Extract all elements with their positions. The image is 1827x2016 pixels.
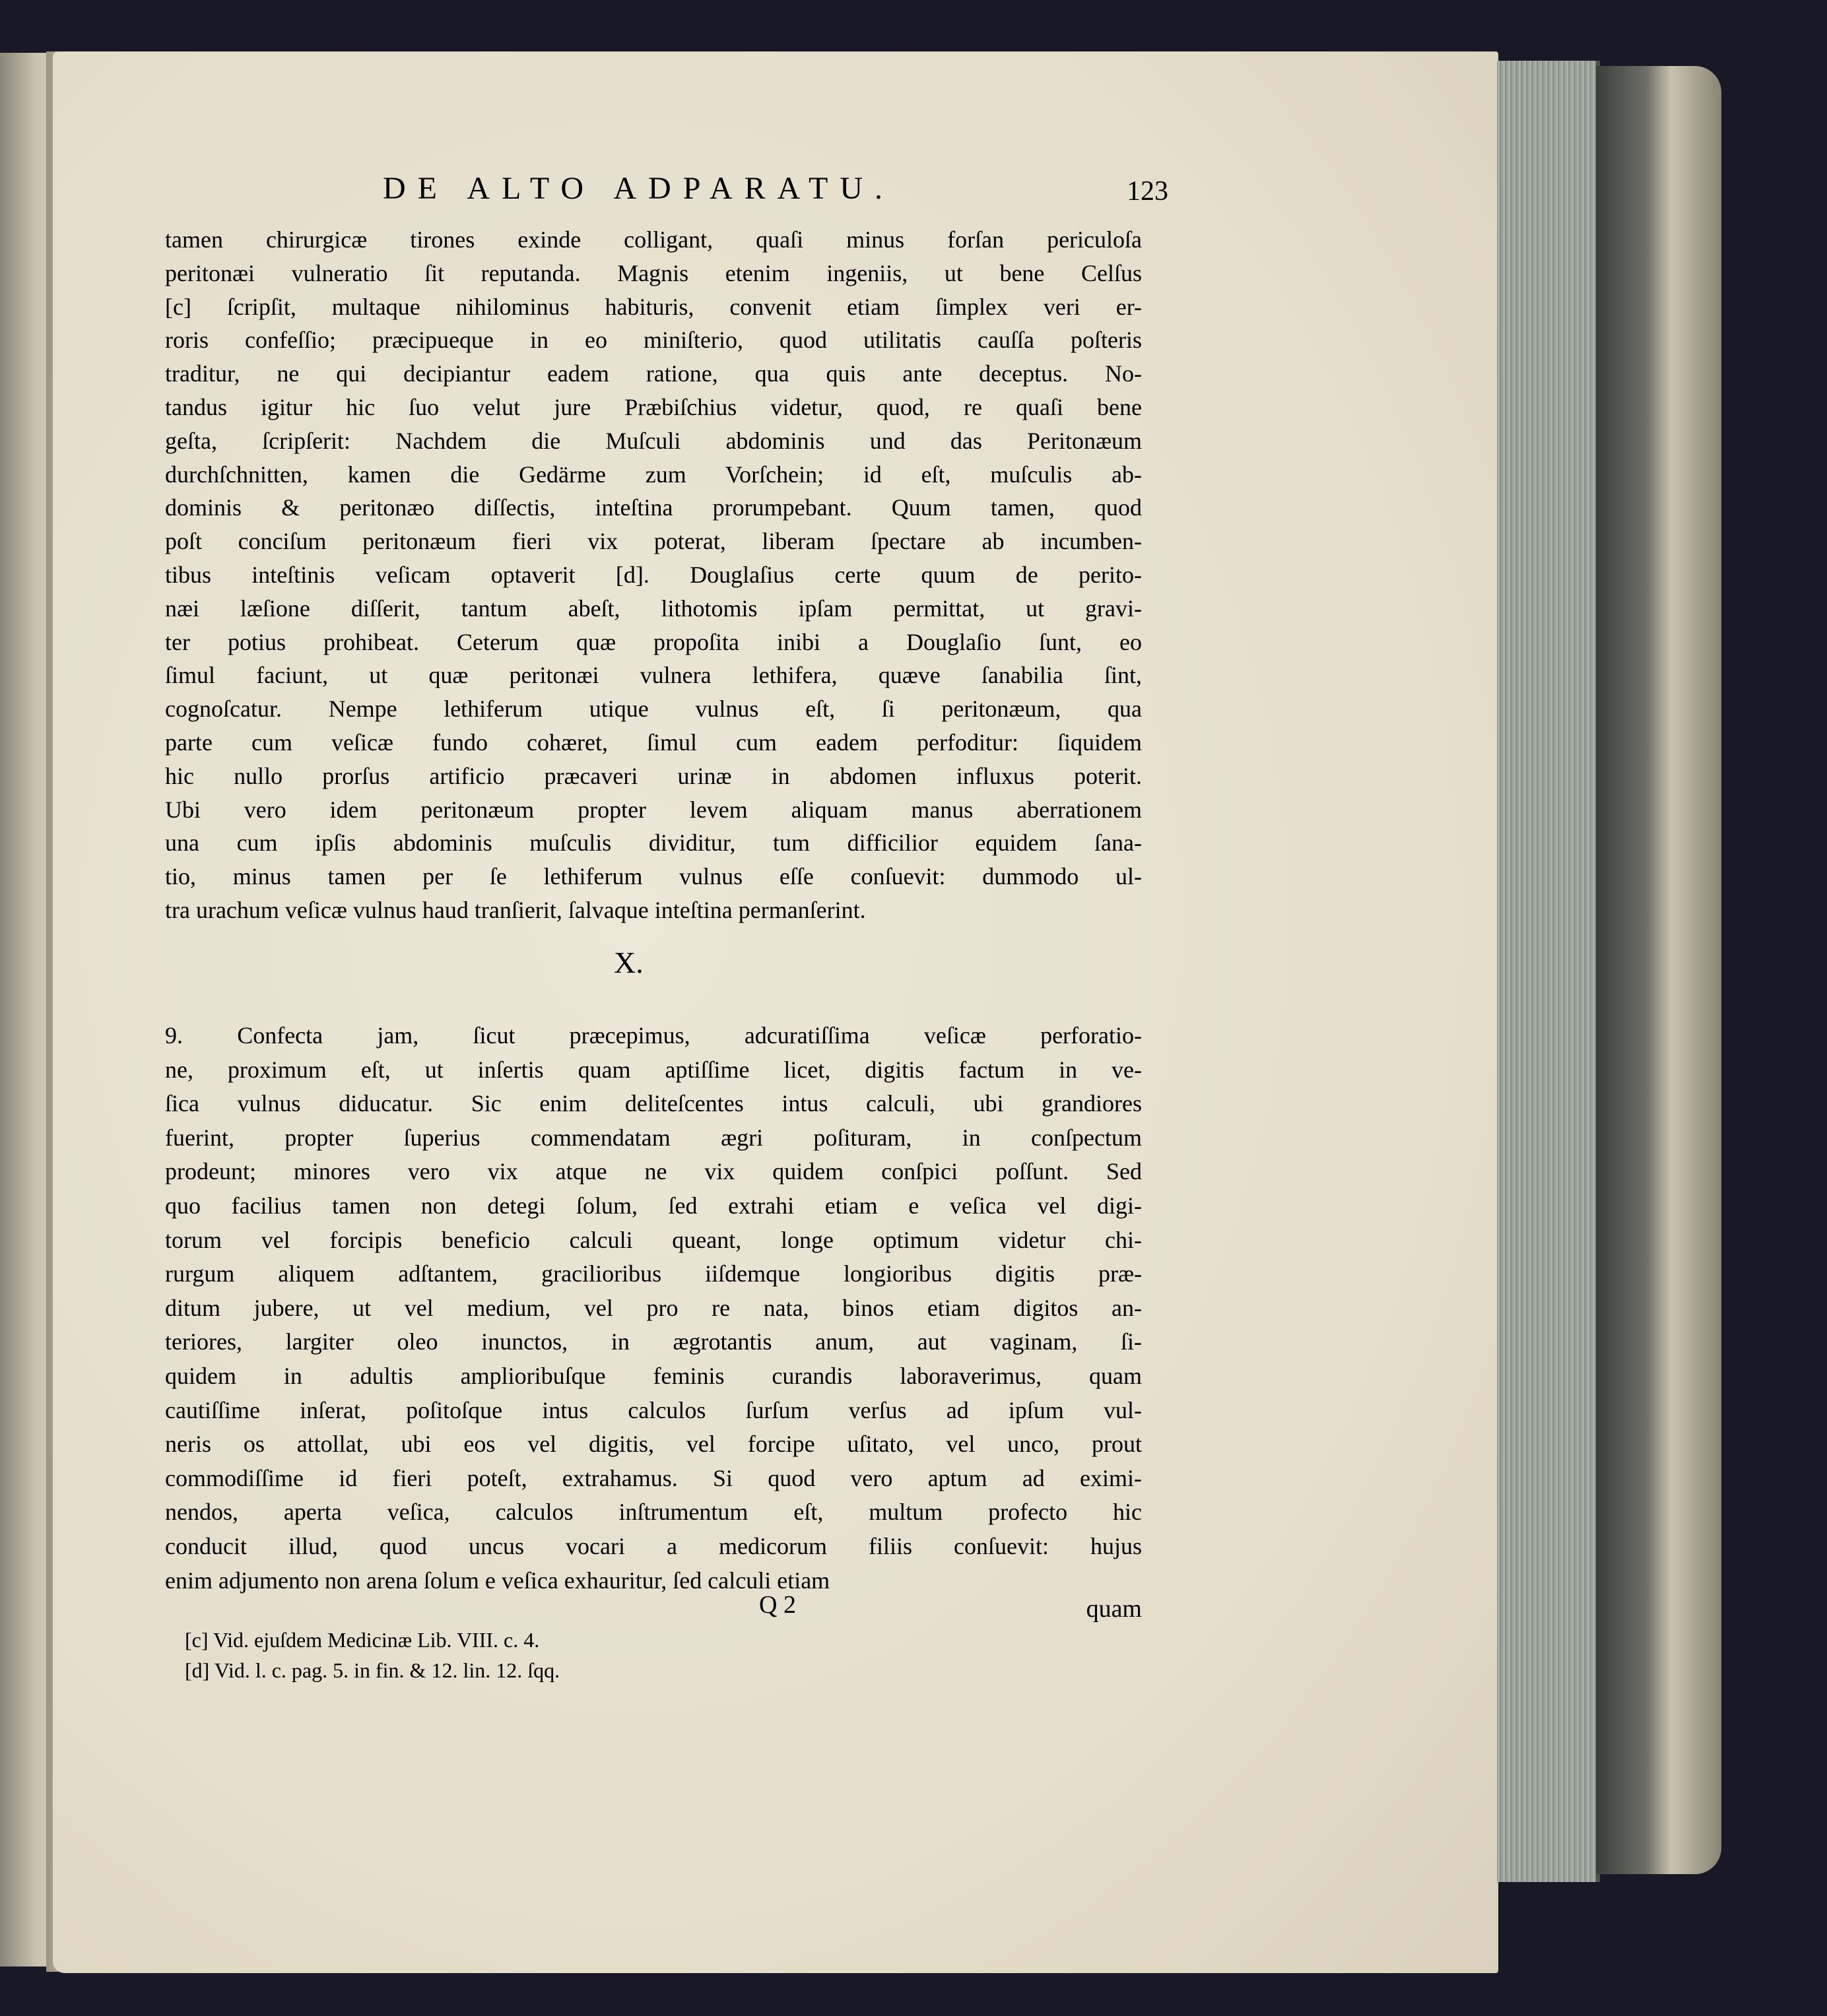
book-cover-board bbox=[1596, 66, 1721, 1874]
text-line: torum vel forcipis beneficio calculi queant, longe optimum videtur chi- bbox=[165, 1226, 1142, 1253]
text-line: traditur, ne qui decipiantur eadem ratione, qua quis ante deceptus. No- bbox=[165, 360, 1142, 387]
text-line: tamen chirurgicæ tirones exinde colligant, quaſi minus forſan periculoſa bbox=[165, 226, 1142, 253]
text-line: cautiſſime inſerat, poſitoſque intus calculos ſurſum verſus ad ipſum vul- bbox=[165, 1396, 1142, 1423]
text-line: tio, minus tamen per ſe lethiferum vulnus eſſe conſuevit: dummodo ul- bbox=[165, 863, 1142, 890]
text-line: 9. Confecta jam, ſicut præcepimus, adcuratiſſima veſicæ perforatio- bbox=[165, 1022, 1142, 1049]
text-line: hic nullo prorſus artificio præcaveri urinæ in abdomen influxus poterit. bbox=[165, 762, 1142, 789]
text-line: ne, proximum eſt, ut inſertis quam aptiſſime licet, digitis factum in ve- bbox=[165, 1056, 1142, 1083]
paragraph-2 bbox=[165, 1019, 1142, 1598]
text-line: cognoſcatur. Nempe lethiferum utique vulnus eſt, ſi peritonæum, qua bbox=[165, 696, 1142, 723]
text-line: una cum ipſis abdominis muſculis dividitur, tum difficilior equidem ſana- bbox=[165, 829, 1142, 857]
signature-line bbox=[165, 1590, 1142, 1623]
text-line: rurgum aliquem adſtantem, gracilioribus iiſdemque longioribus digitis præ- bbox=[165, 1260, 1142, 1287]
text-line: tibus inteſtinis veſicam optaverit [d]. Douglaſius certe quum de perito- bbox=[165, 561, 1142, 588]
footnote-d: [d] Vid. l. c. pag. 5. in fin. & 12. lin. 12. ſqq. bbox=[185, 1658, 560, 1682]
text-line: ſimul faciunt, ut quæ peritonæi vulnera lethifera, quæve ſanabilia ſint, bbox=[165, 662, 1142, 689]
text-line: geſta, ſcripſerit: Nachdem die Muſculi abdominis und das Peritonæum bbox=[165, 427, 1142, 454]
text-line: [c] ſcripſit, multaque nihilominus habituris, convenit etiam ſimplex veri er- bbox=[165, 293, 1142, 320]
text-line: nendos, aperta veſica, calculos inſtrumentum eſt, multum profecto hic bbox=[165, 1499, 1142, 1526]
signature-mark: Q 2 bbox=[759, 1591, 796, 1619]
text-line: ter potius prohibeat. Ceterum quæ propoſita inibi a Douglaſio ſunt, eo bbox=[165, 628, 1142, 655]
text-line: durchſchnitten, kamen die Gedärme zum Vorſchein; id eſt, muſculis ab- bbox=[165, 461, 1142, 488]
text-line: ſica vulnus diducatur. Sic enim deliteſcentes intus calculi, ubi grandiores bbox=[165, 1090, 1142, 1117]
text-line: enim adjumento non arena ſolum e veſica exhauritur, ſed calculi etiam bbox=[165, 1567, 830, 1594]
text-line: poſt conciſum peritonæum fieri vix poterat, liberam ſpectare ab incumben- bbox=[165, 528, 1142, 555]
paragraph-1 bbox=[165, 223, 1142, 927]
text-line: commodiſſime id fieri poteſt, extrahamus. Si quod vero aptum ad eximi- bbox=[165, 1464, 1142, 1491]
text-line: næi læſione diſſerit, tantum abeſt, lithotomis ipſam permittat, ut gravi- bbox=[165, 595, 1142, 622]
footnote-c: [c] Vid. ejuſdem Medicinæ Lib. VIII. c. 4. bbox=[185, 1628, 540, 1652]
text-line: tra urachum veſicæ vulnus haud tranſierit, ſalvaque inteſtina permanſerint. bbox=[165, 896, 866, 923]
text-line: ditum jubere, ut vel medium, vel pro re nata, binos etiam digitos an- bbox=[165, 1294, 1142, 1321]
page-number: 123 bbox=[1127, 176, 1168, 207]
running-head bbox=[218, 170, 1168, 216]
text-line: quo facilius tamen non detegi ſolum, ſed extrahi etiam e veſica vel digi- bbox=[165, 1192, 1142, 1219]
page-fore-edge bbox=[1497, 61, 1600, 1882]
text-line: fuerint, propter ſuperius commendatam ægri poſituram, in conſpectum bbox=[165, 1124, 1142, 1151]
text-line: roris confeſſio; præcipueque in eo miniſterio, quod utilitatis cauſſa poſteris bbox=[165, 327, 1142, 354]
text-line: tandus igitur hic ſuo velut jure Præbiſchius videtur, quod, re quaſi bene bbox=[165, 393, 1142, 420]
running-title: DE ALTO ADPARATU. bbox=[383, 171, 895, 206]
section-number: X. bbox=[614, 946, 644, 979]
text-line: parte cum veſicæ fundo cohæret, ſimul cum eadem perfoditur: ſiquidem bbox=[165, 729, 1142, 756]
text-line: conducit illud, quod uncus vocari a medicorum filiis conſuevit: hujus bbox=[165, 1532, 1142, 1559]
text-line: neris os attollat, ubi eos vel digitis, vel forcipe uſitato, vel unco, prout bbox=[165, 1431, 1142, 1458]
text-line: quidem in adultis amplioribuſque feminis curandis laboraverimus, quam bbox=[165, 1362, 1142, 1389]
text-line: Ubi vero idem peritonæum propter levem aliquam manus aberrationem bbox=[165, 796, 1142, 823]
text-line: prodeunt; minores vero vix atque ne vix quidem conſpici poſſunt. Sed bbox=[165, 1158, 1142, 1185]
text-line: dominis & peritonæo diſſectis, inteſtina prorumpebant. Quum tamen, quod bbox=[165, 494, 1142, 521]
footnotes bbox=[185, 1625, 977, 1685]
text-line: peritonæi vulneratio ſit reputanda. Magnis etenim ingeniis, ut bene Celſus bbox=[165, 259, 1142, 286]
catchword: quam bbox=[1086, 1595, 1142, 1623]
text-line: teriores, largiter oleo inunctos, in ægrotantis anum, aut vaginam, ſi- bbox=[165, 1328, 1142, 1355]
